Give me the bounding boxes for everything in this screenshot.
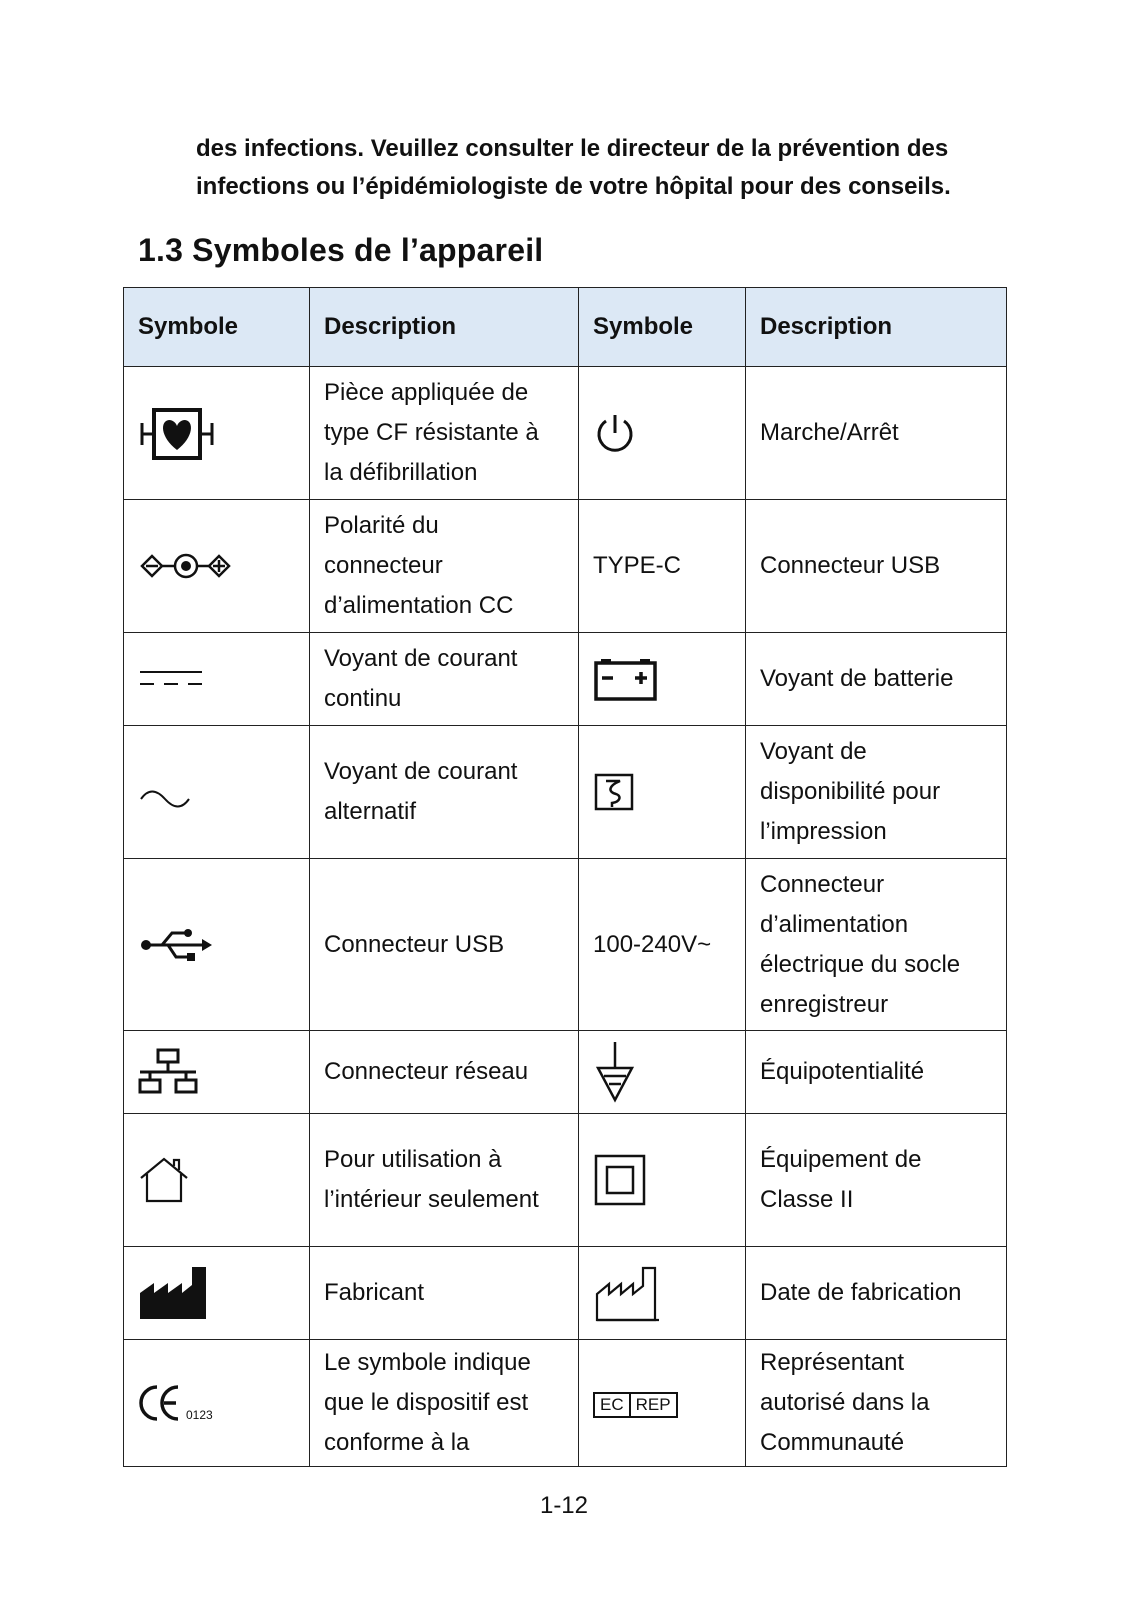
- description-cell: Voyant de disponibilité pour l’impression: [746, 726, 1007, 859]
- description-cell: Voyant de courant continu: [310, 633, 579, 726]
- class-ii-icon: [593, 1153, 647, 1207]
- manufacturer-icon: [138, 1265, 208, 1321]
- description-cell: Connecteur USB: [746, 500, 1007, 633]
- description-cell: Pour utilisation à l’intérieur seulement: [310, 1114, 579, 1247]
- network-icon: [138, 1048, 198, 1096]
- table-row: [124, 726, 1007, 859]
- description-cell: Le symbole indique que le dispositif est conforme à la: [310, 1340, 579, 1467]
- symbol-cell: [579, 1031, 746, 1114]
- intro-paragraph: [196, 130, 1076, 206]
- description-cell: Date de fabrication: [746, 1247, 1007, 1340]
- power-icon: [593, 411, 637, 455]
- header-symbol-2: Symbole: [579, 288, 746, 367]
- table-row: [124, 367, 1007, 500]
- symbol-cell: [124, 1247, 310, 1340]
- symbol-cell: [124, 859, 310, 1031]
- symbol-cell: [124, 1340, 310, 1467]
- header-symbol-1: Symbole: [124, 288, 310, 367]
- table-row: [124, 500, 1007, 633]
- table-header-row: [124, 288, 1007, 367]
- page-number: 1-12: [539, 1492, 589, 1519]
- intro-line: des infections. Veuillez consulter le directeur de la prévention des: [196, 135, 949, 162]
- ec-rep-icon: [593, 1392, 678, 1418]
- symbol-cell: [579, 367, 746, 500]
- usb-icon: [138, 927, 214, 963]
- description-cell: Équipotentialité: [746, 1031, 1007, 1114]
- symbol-cell: [124, 726, 310, 859]
- indoor-use-icon: [138, 1156, 192, 1204]
- equipotential-icon: [593, 1040, 637, 1104]
- table-row: [124, 633, 1007, 726]
- symbol-text-cell: TYPE-C: [579, 500, 746, 633]
- symbol-cell: [579, 726, 746, 859]
- description-cell: Marche/Arrêt: [746, 367, 1007, 500]
- defibrillation-proof-type-cf-icon: [138, 403, 218, 463]
- symbol-cell: [579, 1247, 746, 1340]
- ce-mark-icon: [138, 1384, 295, 1422]
- header-description-1: Description: [310, 288, 579, 367]
- manufacture-date-icon: [593, 1262, 663, 1324]
- description-cell: Équipement de Classe II: [746, 1114, 1007, 1247]
- description-cell: Pièce appliquée de type CF résistante à la défibrillation: [310, 367, 579, 500]
- table-row: [124, 1031, 1007, 1114]
- alternating-current-icon: [138, 785, 192, 813]
- description-cell: Connecteur USB: [310, 859, 579, 1031]
- direct-current-icon: [138, 666, 204, 692]
- ce-letters-icon: [138, 1384, 182, 1422]
- description-cell: Fabricant: [310, 1247, 579, 1340]
- symbol-cell: [124, 633, 310, 726]
- battery-icon: [593, 656, 659, 702]
- ec-label: EC: [595, 1394, 631, 1416]
- symbol-cell: [124, 1031, 310, 1114]
- description-cell: Connecteur d’alimentation électrique du socle enregistreur: [746, 859, 1007, 1031]
- symbol-cell: [579, 1340, 746, 1467]
- dc-polarity-icon: [138, 548, 234, 584]
- table-row: [124, 1340, 1007, 1467]
- intro-line: infections ou l’épidémiologiste de votre hôpital pour des conseils.: [196, 173, 951, 200]
- description-cell: Voyant de courant alternatif: [310, 726, 579, 859]
- rep-label: REP: [635, 1395, 671, 1414]
- print-ready-icon: [593, 772, 635, 812]
- description-cell: Représentant autorisé dans la Communauté: [746, 1340, 1007, 1467]
- symbol-text-cell: 100-240V~: [579, 859, 746, 1031]
- section-title: 1.3 Symboles de l’appareil: [138, 232, 544, 268]
- symbol-cell: [124, 500, 310, 633]
- ce-notified-body-number: 0123: [186, 1408, 213, 1422]
- symbols-table: [123, 287, 1007, 1467]
- symbol-cell: [579, 1114, 746, 1247]
- description-cell: Voyant de batterie: [746, 633, 1007, 726]
- header-description-2: Description: [746, 288, 1007, 367]
- description-cell: Polarité du connecteur d’alimentation CC: [310, 500, 579, 633]
- symbol-cell: [124, 1114, 310, 1247]
- symbol-cell: [124, 367, 310, 500]
- table-row: [124, 859, 1007, 1031]
- description-cell: Connecteur réseau: [310, 1031, 579, 1114]
- table-row: [124, 1247, 1007, 1340]
- table-row: [124, 1114, 1007, 1247]
- symbol-cell: [579, 633, 746, 726]
